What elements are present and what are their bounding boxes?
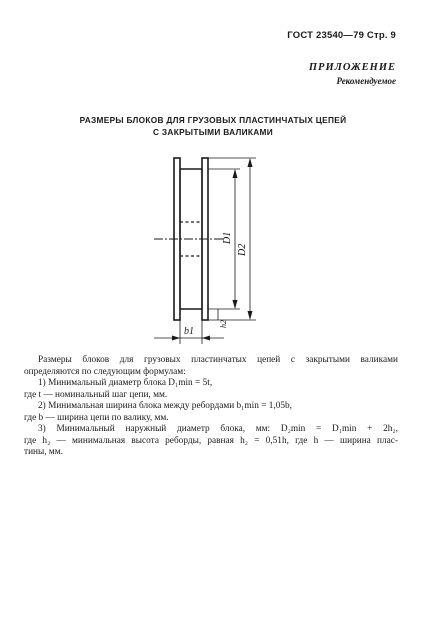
intro-line-1: Размеры блоков для грузовых пластинчатых цепей с закрытыми валиками — [38, 355, 398, 365]
body-text — [24, 355, 398, 459]
appendix-subtitle: Рекомендуемое — [336, 76, 396, 86]
appendix-block — [309, 62, 396, 86]
section-title-line-2: С ЗАКРЫТЫМИ ВАЛИКАМИ — [153, 127, 273, 137]
formula-item-1-where: где t — номинальный шаг цепи, мм. — [24, 389, 168, 400]
formula-item-3: 3) Минимальный наружный диаметр блока, мм: D₂min = D₁min + 2h₂, — [38, 424, 398, 434]
b1-arrow-right — [202, 336, 210, 341]
formula-item-3-where: где h₂ — минимальная высота реборды, равная h₂ = 0,51h, где h — ширина плас- — [24, 435, 398, 446]
section-title — [40, 114, 386, 138]
h2-label: h2 — [219, 320, 228, 328]
d1-arrow-top — [233, 169, 238, 178]
d2-label: D2 — [237, 243, 248, 256]
block-section-drawing — [140, 152, 280, 348]
formula-item-2-where: где b — ширина цепи по валику, мм. — [24, 412, 169, 423]
section-title-line-1: РАЗМЕРЫ БЛОКОВ ДЛЯ ГРУЗОВЫХ ПЛАСТИНЧАТЫХ ЦЕПЕЙ — [79, 115, 347, 125]
intro-line-2: определяются по следующим формулам: — [24, 366, 186, 377]
b1-arrow-left — [172, 336, 180, 341]
d1-label: D1 — [222, 231, 233, 244]
appendix-title: ПРИЛОЖЕНИЕ — [308, 62, 396, 73]
b1-label: b1 — [184, 326, 194, 337]
page-header: ГОСТ 23540—79 Стр. 9 — [287, 30, 396, 41]
formula-item-3-end: тины, мм. — [24, 447, 63, 457]
formula-item-2: 2) Минимальная ширина блока между ребордами b₁min = 1,05b, — [38, 401, 293, 411]
d1-arrow-bottom — [233, 300, 238, 309]
d2-arrow-top — [248, 158, 253, 167]
formula-item-1: 1) Минимальный диаметр блока D₁min = 5t, — [38, 378, 213, 388]
d2-arrow-bottom — [248, 311, 253, 320]
